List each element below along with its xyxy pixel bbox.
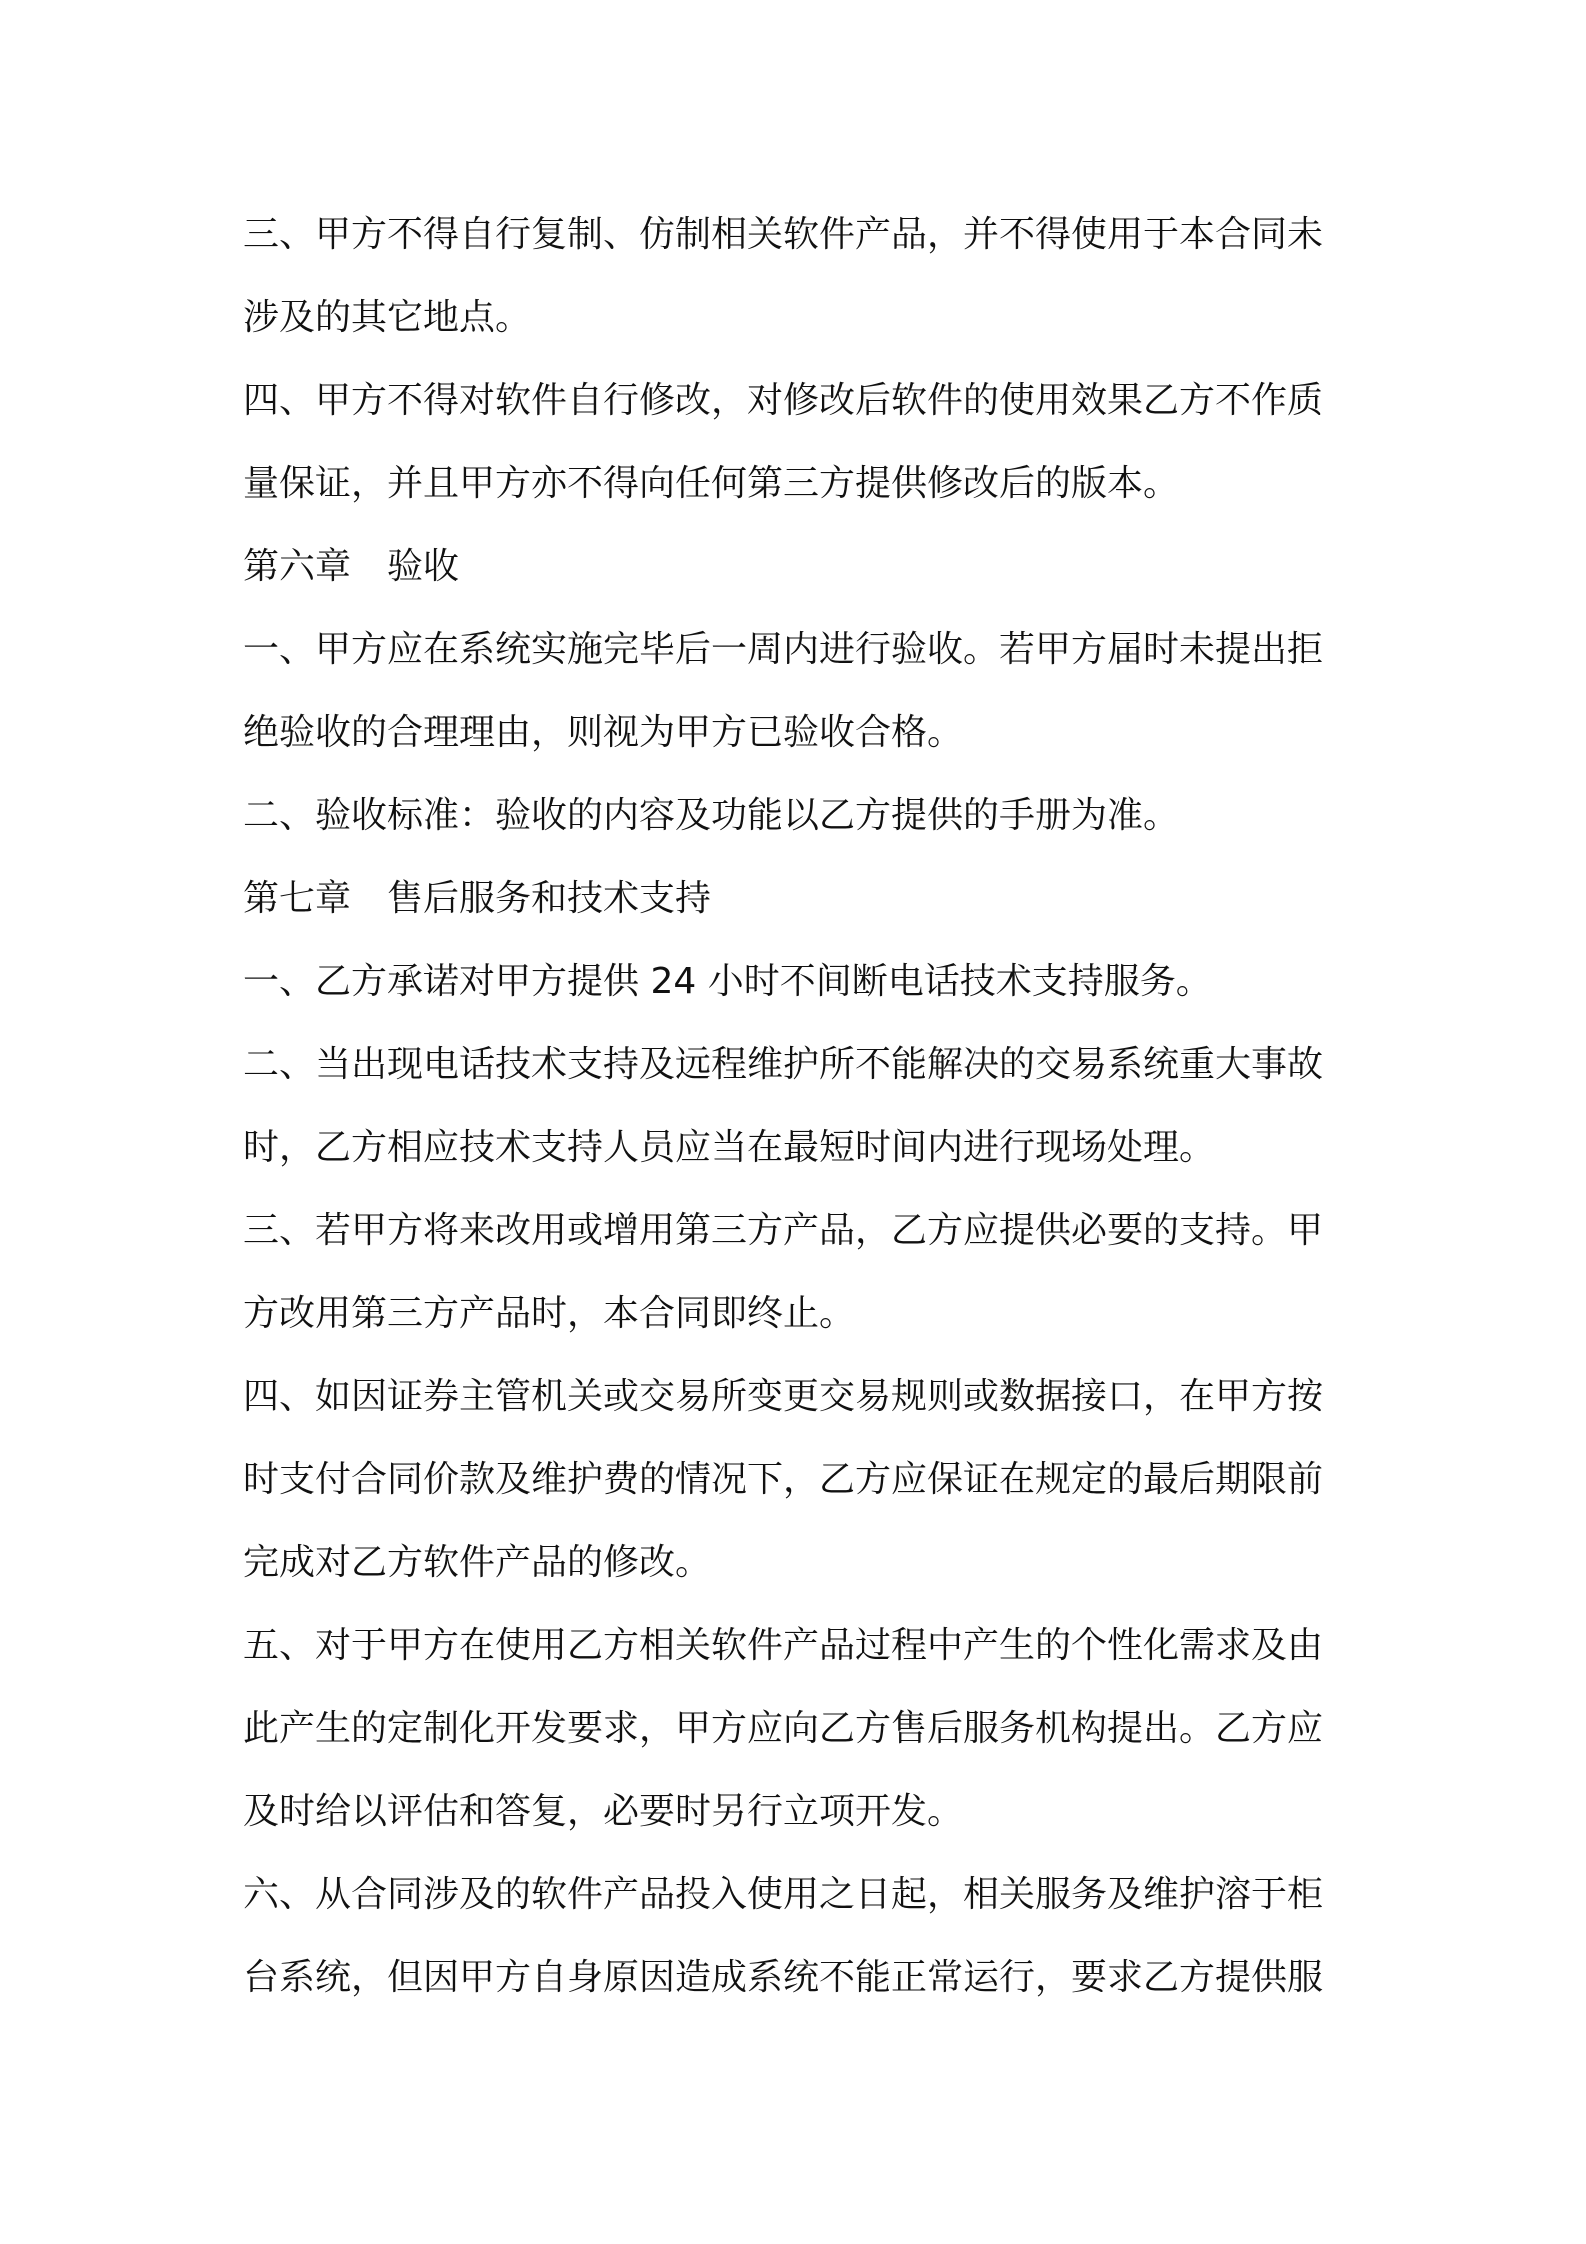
ch7-clause-4-line-1: 四、如因证券主管机关或交易所变更交易规则或数据接口，在甲方按 — [243, 1376, 1324, 1417]
ch7-clause-4-line-3: 完成对乙方软件产品的修改。 — [243, 1542, 712, 1583]
ch6-clause-1-line-2: 绝验收的合理理由，则视为甲方已验收合格。 — [243, 712, 964, 753]
ch7-clause-3-line-2: 方改用第三方产品时，本合同即终止。 — [243, 1293, 856, 1334]
ch7-clause-2-line-1: 二、当出现电话技术支持及远程维护所不能解决的交易系统重大事故 — [243, 1044, 1324, 1085]
chapter-7-heading: 第七章 售后服务和技术支持 — [243, 878, 712, 919]
document-body — [243, 193, 1358, 2019]
ch7-clause-2-line-2: 时，乙方相应技术支持人员应当在最短时间内进行现场处理。 — [243, 1127, 1216, 1168]
ch7-clause-5-line-3: 及时给以评估和答复，必要时另行立项开发。 — [243, 1791, 964, 1832]
clause-4-line-2: 量保证，并且甲方亦不得向任何第三方提供修改后的版本。 — [243, 463, 1180, 504]
ch7-clause-5-line-1: 五、对于甲方在使用乙方相关软件产品过程中产生的个性化需求及由 — [243, 1625, 1324, 1666]
ch7-clause-6-line-2: 台系统，但因甲方自身原因造成系统不能正常运行，要求乙方提供服 — [243, 1957, 1324, 1998]
ch7-clause-4-line-2: 时支付合同价款及维护费的情况下，乙方应保证在规定的最后期限前 — [243, 1459, 1324, 1500]
ch7-clause-5-line-2: 此产生的定制化开发要求，甲方应向乙方售后服务机构提出。乙方应 — [243, 1708, 1324, 1749]
chapter-6-heading: 第六章 验收 — [243, 546, 460, 587]
clause-3-line-2: 涉及的其它地点。 — [243, 297, 532, 338]
ch7-clause-6-line-1: 六、从合同涉及的软件产品投入使用之日起，相关服务及维护溶于柜 — [243, 1874, 1324, 1915]
clause-4-line-1: 四、甲方不得对软件自行修改，对修改后软件的使用效果乙方不作质 — [243, 380, 1324, 421]
ch7-clause-1-line-1: 一、乙方承诺对甲方提供 24 小时不间断电话技术支持服务。 — [243, 961, 1212, 1002]
ch6-clause-2-line-1: 二、验收标准：验收的内容及功能以乙方提供的手册为准。 — [243, 795, 1180, 836]
ch7-clause-3-line-1: 三、若甲方将来改用或增用第三方产品，乙方应提供必要的支持。甲 — [243, 1210, 1324, 1251]
clause-3-line-1: 三、甲方不得自行复制、仿制相关软件产品，并不得使用于本合同未 — [243, 214, 1324, 255]
ch6-clause-1-line-1: 一、甲方应在系统实施完毕后一周内进行验收。若甲方届时未提出拒 — [243, 629, 1324, 670]
